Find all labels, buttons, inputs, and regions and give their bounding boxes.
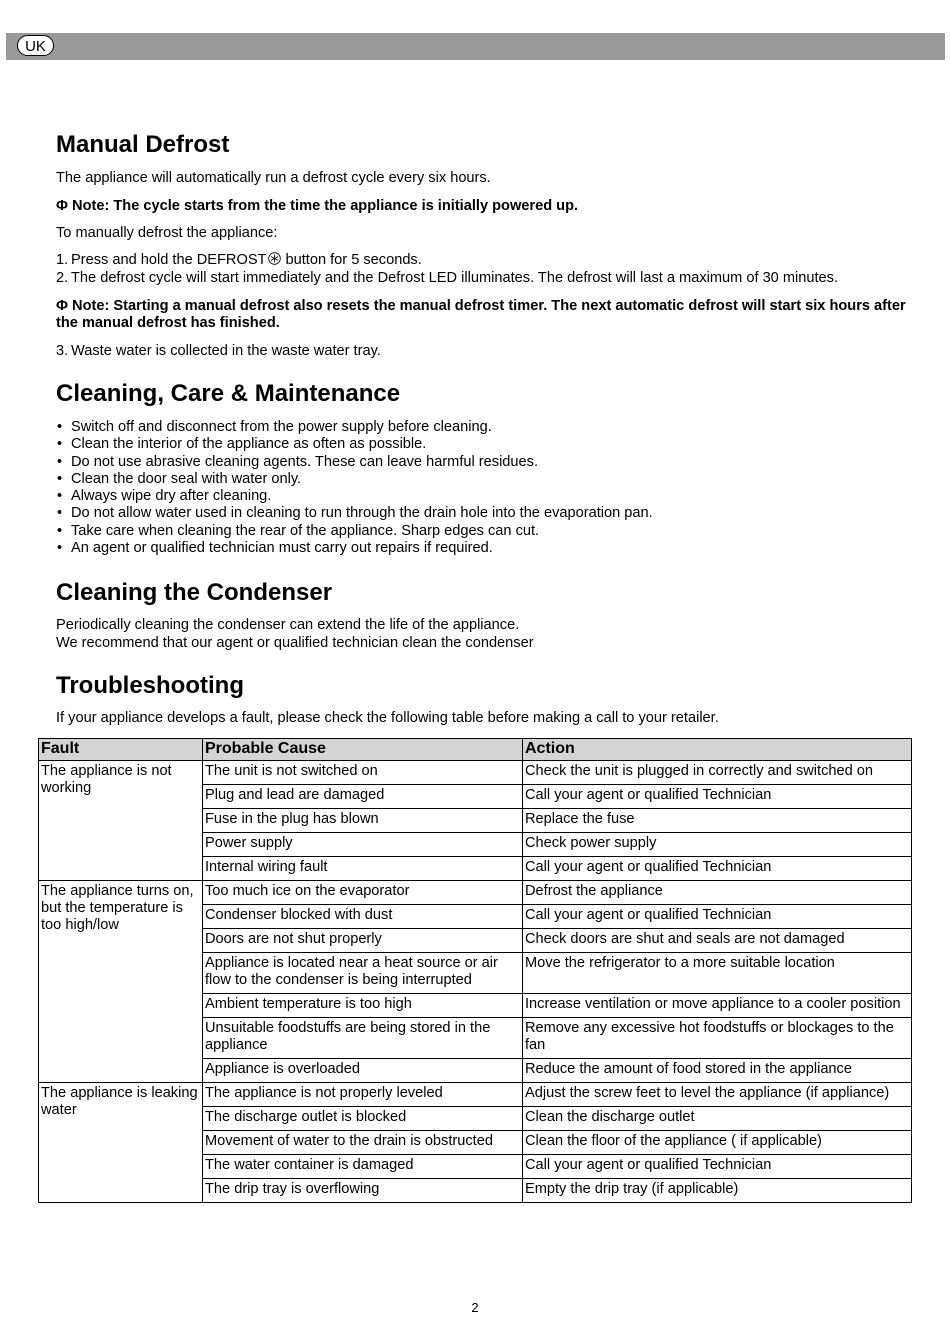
- list-item: • Clean the door seal with water only.: [57, 470, 302, 487]
- cause-cell: The drip tray is overflowing: [203, 1179, 523, 1203]
- list-item: • Do not allow water used in cleaning to run through the drain hole into the evaporation pan.: [57, 505, 653, 522]
- defrost-intro: The appliance will automatically run a defrost cycle every six hours.: [56, 170, 491, 186]
- column-header-fault: Fault: [39, 739, 203, 761]
- language-badge: UK: [17, 35, 54, 56]
- fault-cell: The appliance turns on, but the temperature is too high/low: [39, 881, 203, 1083]
- troubleshooting-intro: If your appliance develops a fault, please check the following table before making a call to your retailer.: [56, 710, 719, 726]
- cause-cell: Ambient temperature is too high: [203, 994, 523, 1018]
- action-cell: Adjust the screw feet to level the appliance (if appliance): [523, 1083, 912, 1107]
- list-item-text: Always wipe dry after cleaning.: [71, 488, 272, 505]
- step-number: 2.: [56, 270, 69, 286]
- list-item: • Take care when cleaning the rear of the appliance. Sharp edges can cut.: [57, 522, 540, 539]
- table-header-row: [39, 739, 912, 761]
- defrost-step-2: [56, 270, 838, 287]
- list-item: • Do not use abrasive cleaning agents. These can leave harmful residues.: [57, 453, 539, 470]
- fault-cell: The appliance is not working: [39, 761, 203, 881]
- cause-cell: The discharge outlet is blocked: [203, 1107, 523, 1131]
- cause-cell: The appliance is not properly leveled: [203, 1083, 523, 1107]
- step-number: 3.: [56, 343, 69, 359]
- cause-cell: Too much ice on the evaporator: [203, 881, 523, 905]
- defrost-icon: [268, 252, 281, 265]
- cause-cell: Movement of water to the drain is obstructed: [203, 1131, 523, 1155]
- action-cell: Call your agent or qualified Technician: [523, 905, 912, 929]
- list-item: • Always wipe dry after cleaning.: [57, 488, 272, 505]
- column-header-cause: Probable Cause: [203, 739, 523, 761]
- cause-cell: Appliance is located near a heat source or air flow to the condenser is being interrupted: [203, 953, 523, 994]
- table-row: [39, 761, 912, 785]
- step-number: 1.: [56, 252, 69, 268]
- column-header-action: Action: [523, 739, 912, 761]
- cause-cell: Fuse in the plug has blown: [203, 809, 523, 833]
- action-cell: Increase ventilation or move appliance to a cooler position: [523, 994, 912, 1018]
- defrost-lead: To manually defrost the appliance:: [56, 225, 278, 241]
- action-cell: Remove any excessive hot foodstuffs or blockages to the fan: [523, 1018, 912, 1059]
- list-item: • An agent or qualified technician must carry out repairs if required.: [57, 540, 493, 557]
- table-row: [39, 881, 912, 905]
- list-item-text: An agent or qualified technician must carry out repairs if required.: [71, 540, 493, 557]
- cause-cell: Doors are not shut properly: [203, 929, 523, 953]
- list-item-text: Do not use abrasive cleaning agents. These can leave harmful residues.: [71, 453, 539, 470]
- action-cell: Clean the discharge outlet: [523, 1107, 912, 1131]
- cause-cell: Internal wiring fault: [203, 857, 523, 881]
- cleaning-list: [56, 419, 653, 557]
- action-cell: Check power supply: [523, 833, 912, 857]
- step-2-text: The defrost cycle will start immediately and the Defrost LED illuminates. The defrost will last a maximum of 30 minutes.: [71, 270, 839, 286]
- defrost-step-1: [56, 252, 422, 269]
- cleaning-heading: Cleaning, Care & Maintenance: [56, 380, 401, 407]
- action-cell: Call your agent or qualified Technician: [523, 857, 912, 881]
- list-item-text: Take care when cleaning the rear of the appliance. Sharp edges can cut.: [71, 522, 540, 539]
- list-item: • Clean the interior of the appliance as often as possible.: [57, 436, 427, 453]
- step-3-text: Waste water is collected in the waste water tray.: [71, 343, 381, 359]
- condenser-line-1: Periodically cleaning the condenser can extend the life of the appliance.: [56, 617, 520, 633]
- list-item-text: Clean the door seal with water only.: [71, 470, 302, 487]
- list-item-text: Do not allow water used in cleaning to run through the drain hole into the evaporation pan.: [71, 505, 653, 522]
- cause-cell: The unit is not switched on: [203, 761, 523, 785]
- fault-cell: The appliance is leaking water: [39, 1083, 203, 1203]
- list-item-text: Clean the interior of the appliance as often as possible.: [71, 436, 427, 453]
- action-cell: Reduce the amount of food stored in the appliance: [523, 1059, 912, 1083]
- cause-cell: Appliance is overloaded: [203, 1059, 523, 1083]
- action-cell: Clean the floor of the appliance ( if applicable): [523, 1131, 912, 1155]
- page-number: 2: [471, 1300, 479, 1315]
- troubleshooting-table: [38, 738, 912, 1203]
- step-1-text-pre: Press and hold the DEFROST: [71, 252, 267, 268]
- defrost-note-2: Φ Note: Starting a manual defrost also resets the manual defrost timer. The next automatic defrost will start six hours after the manual defrost has finished.: [56, 298, 906, 331]
- defrost-step-3: [56, 343, 381, 360]
- troubleshooting-heading: Troubleshooting: [56, 672, 244, 699]
- condenser-heading: Cleaning the Condenser: [56, 579, 333, 606]
- action-cell: Defrost the appliance: [523, 881, 912, 905]
- list-item-text: Switch off and disconnect from the power supply before cleaning.: [71, 419, 492, 435]
- list-item: • Switch off and disconnect from the power supply before cleaning.: [57, 419, 492, 435]
- cause-cell: Plug and lead are damaged: [203, 785, 523, 809]
- action-cell: Check the unit is plugged in correctly and switched on: [523, 761, 912, 785]
- action-cell: Call your agent or qualified Technician: [523, 785, 912, 809]
- table-row: [39, 1083, 912, 1107]
- cause-cell: The water container is damaged: [203, 1155, 523, 1179]
- cause-cell: Condenser blocked with dust: [203, 905, 523, 929]
- action-cell: Empty the drip tray (if applicable): [523, 1179, 912, 1203]
- action-cell: Check doors are shut and seals are not damaged: [523, 929, 912, 953]
- action-cell: Call your agent or qualified Technician: [523, 1155, 912, 1179]
- action-cell: Move the refrigerator to a more suitable location: [523, 953, 912, 994]
- step-1-text-post: button for 5 seconds.: [285, 252, 422, 268]
- condenser-line-2: We recommend that our agent or qualified technician clean the condenser: [56, 635, 534, 651]
- action-cell: Replace the fuse: [523, 809, 912, 833]
- manual-defrost-heading: Manual Defrost: [56, 131, 230, 158]
- header-bar: [6, 33, 945, 60]
- defrost-note-1: Φ Note: The cycle starts from the time the appliance is initially powered up.: [56, 198, 579, 214]
- cause-cell: Unsuitable foodstuffs are being stored in the appliance: [203, 1018, 523, 1059]
- cause-cell: Power supply: [203, 833, 523, 857]
